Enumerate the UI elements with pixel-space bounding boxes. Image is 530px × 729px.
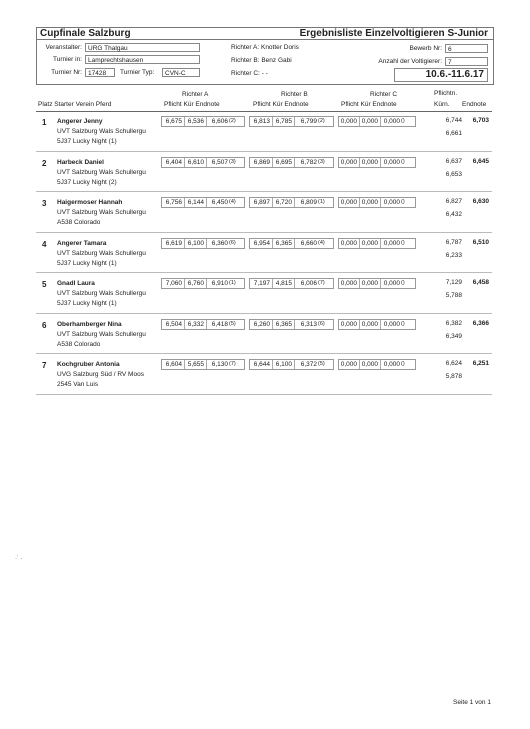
- score-endnote: 6,006: [300, 280, 317, 287]
- score-endnote: 6,910: [211, 280, 228, 287]
- score-pflicht: 6,869: [253, 159, 270, 166]
- score-rank: (1): [318, 199, 325, 205]
- score-pflicht: 6,897: [253, 199, 270, 206]
- row-platz: 5: [42, 280, 47, 289]
- row-platz: 3: [42, 199, 47, 208]
- score-kuer: 0,000: [361, 199, 378, 206]
- score-rank: (3): [318, 159, 325, 165]
- score-endnote: 6,799: [300, 118, 317, 125]
- score-kuer: 6,100: [187, 240, 204, 247]
- score-endnote: 6,130: [211, 361, 228, 368]
- score-rank: (2): [318, 118, 325, 124]
- row-divider: [36, 272, 492, 273]
- row-kuern: 6,233: [445, 252, 462, 259]
- score-kuer: 4,815: [275, 280, 292, 287]
- score-endnote: 0,000: [383, 321, 400, 328]
- row-pferd: 2545 Van Luis: [57, 381, 99, 388]
- richter-b-scores: [249, 278, 334, 289]
- score-pflicht: 0,000: [340, 321, 357, 328]
- row-kuern: 5,878: [445, 373, 462, 380]
- row-verein: UVT Salzburg Wals Schullergu: [57, 209, 146, 216]
- score-endnote: 6,372: [300, 361, 317, 368]
- row-verein: UVT Salzburg Wals Schullergu: [57, 169, 146, 176]
- row-pflichtn: 7,129: [445, 279, 462, 286]
- score-pflicht: 0,000: [340, 118, 357, 125]
- score-pflicht: 6,675: [165, 118, 182, 125]
- richter-b-scores: [249, 197, 334, 208]
- score-endnote: 6,360: [211, 240, 228, 247]
- row-divider: [36, 313, 492, 314]
- turnier-in-label: Turnier in:: [52, 56, 82, 63]
- score-pflicht: 0,000: [340, 280, 357, 287]
- score-kuer: 6,760: [187, 280, 204, 287]
- date-value: 10.6.-11.6.17: [425, 69, 484, 80]
- richter-a-scores: [161, 359, 245, 370]
- row-name: Angerer Tamara: [57, 240, 107, 247]
- score-pflicht: 6,813: [253, 118, 270, 125]
- scan-speck: ·˙ ·: [15, 556, 23, 562]
- score-rank: (1): [229, 280, 236, 286]
- turnier-nr-field: 17428: [85, 68, 115, 77]
- row-endnote: 6,703: [472, 117, 489, 124]
- row-verein: UVT Salzburg Wals Schullergu: [57, 331, 146, 338]
- header-rule: [36, 111, 492, 112]
- score-pflicht: 6,756: [165, 199, 182, 206]
- score-kuer: 5,655: [187, 361, 204, 368]
- richter-b-name: Richter B: Benz Gabi: [231, 57, 292, 64]
- score-pflicht: 6,954: [253, 240, 270, 247]
- score-rank: (): [401, 361, 405, 367]
- richter-a-scores: [161, 197, 245, 208]
- row-platz: 7: [42, 361, 47, 370]
- score-pflicht: 7,060: [165, 280, 182, 287]
- row-endnote: 6,251: [472, 360, 489, 367]
- score-kuer: 6,365: [275, 240, 292, 247]
- score-pflicht: 6,504: [165, 321, 182, 328]
- richter-a-scores: [161, 278, 245, 289]
- page-footer: Seite 1 von 1: [453, 699, 491, 706]
- row-name: Gnadl Laura: [57, 280, 95, 287]
- row-divider: [36, 151, 492, 152]
- row-verein: UVT Salzburg Wals Schullergu: [57, 250, 146, 257]
- row-kuern: 6,653: [445, 171, 462, 178]
- score-endnote: 6,660: [300, 240, 317, 247]
- score-rank: (): [401, 118, 405, 124]
- score-kuer: 0,000: [361, 118, 378, 125]
- row-platz: 6: [42, 321, 47, 330]
- score-endnote: 0,000: [383, 240, 400, 247]
- score-pflicht: 6,644: [253, 361, 270, 368]
- richter-a-scores: [161, 238, 245, 249]
- richter-b-scores: [249, 319, 334, 330]
- score-rank: (5): [229, 321, 236, 327]
- score-kuer: 6,695: [275, 159, 292, 166]
- score-rank: (3): [229, 159, 236, 165]
- score-endnote: 6,507: [211, 159, 228, 166]
- header-richter-b: Richter B: [281, 91, 308, 98]
- row-pferd: 5J37 Lucky Night (2): [57, 179, 117, 186]
- score-rank: (6): [229, 240, 236, 246]
- score-endnote: 6,313: [300, 321, 317, 328]
- header-sub-b: Pflicht Kür Endnote: [253, 101, 309, 108]
- row-pflichtn: 6,827: [445, 198, 462, 205]
- event-title: Cupfinale Salzburg: [40, 28, 131, 39]
- turnier-nr-label: Turnier Nr:: [51, 69, 82, 76]
- score-rank: (4): [318, 240, 325, 246]
- bewerb-label: Bewerb Nr:: [409, 45, 442, 52]
- veranstalter-label: Veranstalter:: [45, 44, 82, 51]
- score-rank: (7): [229, 361, 236, 367]
- row-endnote: 6,630: [472, 198, 489, 205]
- row-verein: UVG Salzburg Süd / RV Moos: [57, 371, 144, 378]
- richter-c-scores: [338, 157, 416, 168]
- richter-c-scores: [338, 359, 416, 370]
- richter-a-scores: [161, 319, 245, 330]
- header-pflichtn: Pflichtn.: [434, 90, 458, 97]
- header-sub-c: Pflicht Kür Endnote: [341, 101, 397, 108]
- score-endnote: 0,000: [383, 159, 400, 166]
- row-endnote: 6,510: [472, 239, 489, 246]
- list-title: Ergebnisliste Einzelvoltigieren S-Junior: [299, 28, 488, 39]
- row-kuern: 6,432: [445, 211, 462, 218]
- richter-c-scores: [338, 278, 416, 289]
- score-pflicht: 6,604: [165, 361, 182, 368]
- score-endnote: 6,450: [211, 199, 228, 206]
- score-rank: (7): [318, 280, 325, 286]
- richter-c-scores: [338, 238, 416, 249]
- score-endnote: 6,782: [300, 159, 317, 166]
- row-pflichtn: 6,624: [445, 360, 462, 367]
- richter-b-scores: [249, 116, 334, 127]
- row-kuern: 5,788: [445, 292, 462, 299]
- score-kuer: 0,000: [361, 321, 378, 328]
- score-pflicht: 6,260: [253, 321, 270, 328]
- score-pflicht: 0,000: [340, 199, 357, 206]
- row-platz: 2: [42, 159, 47, 168]
- row-pflichtn: 6,637: [445, 158, 462, 165]
- row-platz: 1: [42, 118, 47, 127]
- header-richter-c: Richter C: [370, 91, 398, 98]
- richter-a-scores: [161, 157, 245, 168]
- score-rank: (6): [318, 321, 325, 327]
- score-pflicht: 6,619: [165, 240, 182, 247]
- score-kuer: 6,332: [187, 321, 204, 328]
- row-endnote: 6,366: [472, 320, 489, 327]
- row-kuern: 6,349: [445, 333, 462, 340]
- row-name: Kochgruber Antonia: [57, 361, 120, 368]
- score-pflicht: 6,404: [165, 159, 182, 166]
- richter-c-scores: [338, 116, 416, 127]
- richter-c-name: Richter C: - -: [231, 70, 268, 77]
- score-kuer: 6,100: [275, 361, 292, 368]
- turnier-in-field: Lamprechtshausen: [85, 55, 200, 64]
- row-pferd: 5J37 Lucky Night (1): [57, 260, 117, 267]
- richter-a-name: Richter A: Knotter Doris: [231, 44, 299, 51]
- row-platz: 4: [42, 240, 47, 249]
- score-endnote: 0,000: [383, 199, 400, 206]
- anzahl-label: Anzahl der Voltigierer:: [378, 58, 442, 65]
- header-platz-row: Platz Starter Verein Pferd: [38, 101, 112, 108]
- score-kuer: 6,610: [187, 159, 204, 166]
- score-kuer: 6,785: [275, 118, 292, 125]
- score-kuer: 6,144: [187, 199, 204, 206]
- row-pflichtn: 6,744: [445, 117, 462, 124]
- richter-c-scores: [338, 197, 416, 208]
- score-kuer: 0,000: [361, 280, 378, 287]
- score-rank: (4): [229, 199, 236, 205]
- row-divider: [36, 394, 492, 395]
- row-pflichtn: 6,787: [445, 239, 462, 246]
- score-rank: (5): [318, 361, 325, 367]
- turnier-typ-field: CVN-C: [162, 68, 200, 77]
- header-endnote: Endnote: [462, 101, 487, 108]
- score-pflicht: 0,000: [340, 361, 357, 368]
- row-endnote: 6,458: [472, 279, 489, 286]
- score-rank: (2): [229, 118, 236, 124]
- score-endnote: 0,000: [383, 118, 400, 125]
- header-sub-a: Pflicht Kür Endnote: [164, 101, 220, 108]
- row-name: Haigermoser Hannah: [57, 199, 123, 206]
- row-verein: UVT Salzburg Wals Schullergu: [57, 290, 146, 297]
- score-endnote: 6,418: [211, 321, 228, 328]
- richter-a-scores: [161, 116, 245, 127]
- score-kuer: 0,000: [361, 361, 378, 368]
- score-rank: (): [401, 159, 405, 165]
- score-kuer: 0,000: [361, 159, 378, 166]
- header-richter-a: Richter A: [182, 91, 209, 98]
- score-kuer: 6,720: [275, 199, 292, 206]
- score-kuer: 0,000: [361, 240, 378, 247]
- richter-b-scores: [249, 157, 334, 168]
- score-pflicht: 0,000: [340, 159, 357, 166]
- score-rank: (): [401, 321, 405, 327]
- row-divider: [36, 353, 492, 354]
- score-rank: (): [401, 240, 405, 246]
- score-endnote: 6,809: [300, 199, 317, 206]
- score-kuer: 6,536: [187, 118, 204, 125]
- richter-b-scores: [249, 238, 334, 249]
- bewerb-field: 6: [445, 44, 488, 53]
- row-name: Oberhamberger Nina: [57, 321, 122, 328]
- row-kuern: 6,661: [445, 130, 462, 137]
- row-verein: UVT Salzburg Wals Schullergu: [57, 128, 146, 135]
- row-divider: [36, 191, 492, 192]
- row-name: Angerer Jenny: [57, 118, 103, 125]
- richter-b-scores: [249, 359, 334, 370]
- score-endnote: 0,000: [383, 280, 400, 287]
- row-divider: [36, 232, 492, 233]
- veranstalter-field: URG Thalgau: [85, 43, 200, 52]
- row-endnote: 6,645: [472, 158, 489, 165]
- score-rank: (): [401, 199, 405, 205]
- row-pferd: 5J37 Lucky Night (1): [57, 138, 117, 145]
- row-name: Harbeck Daniel: [57, 159, 104, 166]
- score-kuer: 6,365: [275, 321, 292, 328]
- score-endnote: 0,000: [383, 361, 400, 368]
- row-pflichtn: 6,382: [445, 320, 462, 327]
- score-rank: (): [401, 280, 405, 286]
- row-pferd: 5J37 Lucky Night (1): [57, 300, 117, 307]
- header-kuern: Kürn.: [434, 101, 450, 108]
- row-pferd: A538 Colorado: [57, 219, 101, 226]
- row-pferd: A538 Colorado: [57, 341, 101, 348]
- richter-c-scores: [338, 319, 416, 330]
- score-pflicht: 0,000: [340, 240, 357, 247]
- score-endnote: 6,606: [211, 118, 228, 125]
- turnier-typ-label: Turnier Typ:: [120, 69, 155, 76]
- header-divider: [36, 39, 494, 40]
- score-pflicht: 7,197: [253, 280, 270, 287]
- anzahl-field: 7: [445, 57, 488, 66]
